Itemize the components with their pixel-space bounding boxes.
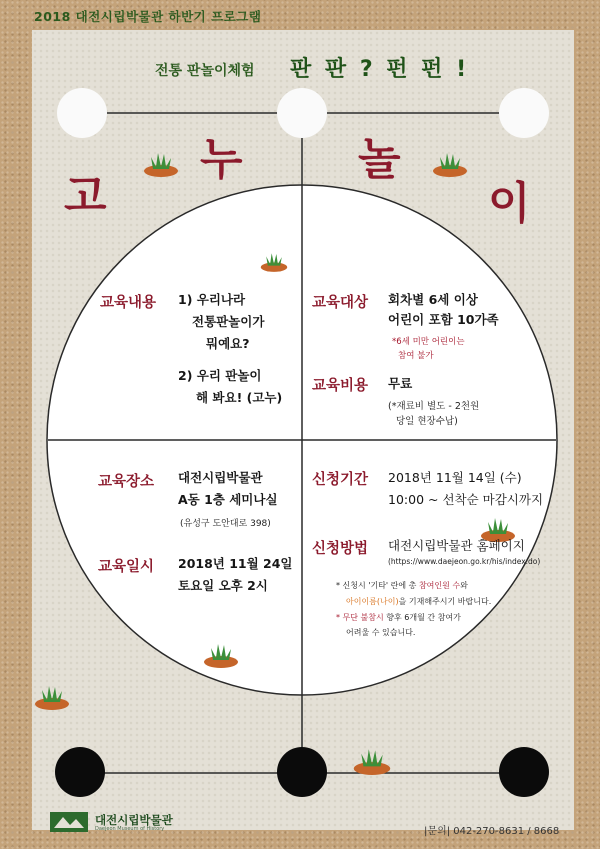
apply-period-line: 2018년 11월 14일 (수): [388, 470, 522, 485]
cost-label: 교육비용: [312, 378, 369, 394]
title-char-i: 이: [488, 178, 531, 229]
sprout-icon: [203, 640, 239, 668]
place-label: 교육장소: [98, 474, 155, 490]
place-line: 대전시립박물관: [178, 470, 263, 485]
date-line: 토요일 오후 2시: [178, 578, 268, 593]
target-label: 교육대상: [312, 295, 369, 311]
sprout-icon: [352, 745, 392, 775]
date-line: 2018년 11월 24일: [178, 556, 293, 571]
sprout-icon: [34, 682, 70, 710]
target-line: 어린이 포함 10가족: [388, 312, 499, 327]
sprout-icon: [143, 149, 179, 177]
black-stone: [55, 747, 105, 797]
cost-note: 당일 현장수납): [396, 416, 458, 427]
sprout-icon: [432, 149, 468, 177]
title-char-nol: 놀: [358, 134, 401, 185]
place-note: (유성구 도안대로 398): [180, 519, 271, 529]
title-char-go: 고: [64, 171, 107, 222]
apply-period-label: 신청기간: [312, 472, 369, 488]
title-char-nu: 누: [200, 134, 243, 185]
target-line: 회차별 6세 이상: [388, 292, 478, 307]
black-stone: [499, 747, 549, 797]
content-item: 2) 우리 판놀이: [178, 368, 262, 383]
content-item: 뭐예요?: [206, 336, 250, 351]
museum-name: 대전시립박물관: [95, 813, 173, 827]
program-header: 2018 대전시립박물관 하반기 프로그램: [34, 9, 262, 24]
black-stone: [277, 747, 327, 797]
program-main-title: 판 판 ? 펀 펀 !: [290, 57, 470, 82]
contact-info: |문의| 042-270-8631 / 8668: [424, 826, 560, 837]
cost-value: 무료: [388, 376, 413, 391]
content-item: 전통판놀이가: [192, 314, 265, 329]
content-item: 1) 우리나라: [178, 292, 246, 307]
white-stone: [57, 88, 107, 138]
content-item: 해 봐요! (고누): [196, 390, 283, 405]
museum-logo: [50, 812, 88, 832]
apply-period-line: 10:00 ~ 선착순 마감시까지: [388, 492, 544, 507]
content-label: 교육내용: [100, 295, 157, 311]
apply-method-label: 신청방법: [312, 541, 369, 557]
apply-method-url: (https://www.daejeon.go.kr/his/index.do): [388, 557, 541, 566]
program-subtitle: 전통 판놀이체험: [155, 63, 255, 79]
place-line: A동 1층 세미나실: [178, 492, 278, 507]
cost-note: (*재료비 별도 - 2천원: [388, 401, 480, 412]
white-stone: [499, 88, 549, 138]
apply-note: * 신청시 '기타' 란에 총 참여인원 수와: [336, 581, 468, 590]
apply-note: * 무단 불참시 향후 6개월 간 참여가: [336, 613, 461, 622]
date-label: 교육일시: [98, 559, 155, 575]
museum-subname: Daejeon Museum of History: [95, 826, 165, 832]
apply-method-value: 대전시립박물관 홈페이지: [388, 538, 525, 553]
white-stone: [277, 88, 327, 138]
target-note: *6세 미만 어린이는: [392, 337, 465, 347]
target-note: 참여 불가: [398, 351, 434, 361]
sprout-icon: [260, 250, 288, 272]
apply-note: 어려울 수 있습니다.: [346, 628, 416, 637]
apply-note: 아이이름(나이)을 기재해주시기 바랍니다.: [346, 597, 492, 606]
